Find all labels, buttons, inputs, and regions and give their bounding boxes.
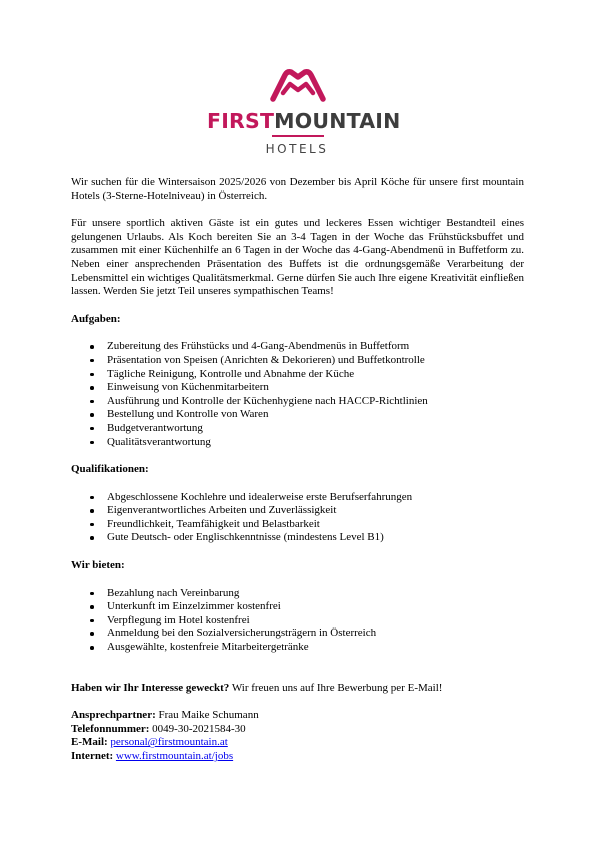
list-item: Bezahlung nach Vereinbarung xyxy=(71,587,524,601)
brand-mountain: MOUNTAIN xyxy=(274,109,401,133)
list-item: Eigenverantwortliches Arbeiten und Zuverlässigkeit xyxy=(71,504,524,518)
posting-content xyxy=(71,176,524,764)
call-to-action xyxy=(71,682,524,696)
bullet-icon xyxy=(90,386,94,390)
list-item: Verpflegung im Hotel kostenfrei xyxy=(71,614,524,628)
bullet-icon xyxy=(90,345,94,349)
contact-email-row xyxy=(71,736,524,750)
list-item: Budgetverantwortung xyxy=(71,422,524,436)
bullet-icon xyxy=(90,427,94,431)
bullet-icon xyxy=(90,509,94,513)
list-item: Einweisung von Küchenmitarbeitern xyxy=(71,381,524,395)
bullet-icon xyxy=(90,592,94,596)
contact-phone-row xyxy=(71,723,524,737)
bullet-icon xyxy=(90,619,94,623)
brand-wordmark xyxy=(207,109,401,133)
email-link[interactable]: personal@firstmountain.at xyxy=(110,736,228,749)
intro-paragraph: Wir suchen für die Wintersaison 2025/2026 von Dezember bis April Köche für unsere first mountain Hotels (3-Sterne-Hotelniveau) in Österreich. xyxy=(71,176,524,202)
contact-web-label: Internet: xyxy=(71,750,114,762)
contact-phone-label: Telefonnummer: xyxy=(71,722,150,735)
list-item: Unterkunft im Einzelzimmer kostenfrei xyxy=(71,600,524,614)
qualifications-heading: Qualifikationen: xyxy=(71,463,149,476)
contact-person-row xyxy=(71,709,524,723)
contact-person-value: Frau Maike Schumann xyxy=(155,709,259,722)
contact-block xyxy=(71,709,524,763)
cta-question: Haben wir Ihr Interesse geweckt? xyxy=(71,681,230,694)
bullet-icon xyxy=(90,523,94,527)
brand-divider xyxy=(272,135,324,137)
list-item: Bestellung und Kontrolle von Waren xyxy=(71,408,524,422)
bullet-icon xyxy=(90,536,94,540)
tasks-list xyxy=(71,340,524,449)
list-item: Tägliche Reinigung, Kontrolle und Abnahme der Küche xyxy=(71,368,524,382)
list-item: Qualitätsverantwortung xyxy=(71,436,524,450)
offer-list xyxy=(71,587,524,655)
list-item: Präsentation von Speisen (Anrichten & Dekorieren) und Buffetkontrolle xyxy=(71,354,524,368)
list-item: Ausgewählte, kostenfreie Mitarbeitergetränke xyxy=(71,641,524,655)
contact-phone-value: 0049-30-2021584-30 xyxy=(149,722,246,735)
list-item: Anmeldung bei den Sozialversicherungsträgern in Österreich xyxy=(71,627,524,641)
bullet-icon xyxy=(90,400,94,404)
bullet-icon xyxy=(90,646,94,650)
list-item: Zubereitung des Frühstücks und 4-Gang-Abendmenüs in Buffetform xyxy=(71,340,524,354)
bullet-icon xyxy=(90,605,94,609)
list-item: Freundlichkeit, Teamfähigkeit und Belastbarkeit xyxy=(71,518,524,532)
first-mountain-logo xyxy=(207,68,401,160)
brand-subtitle: HOTELS xyxy=(265,142,329,156)
bullet-icon xyxy=(90,373,94,377)
mountain-logo-icon xyxy=(270,68,326,102)
contact-email-label: E-Mail: xyxy=(71,736,108,749)
cta-text: Wir freuen uns auf Ihre Bewerbung per E-Mail! xyxy=(229,681,443,694)
list-item: Gute Deutsch- oder Englischkenntnisse (mindestens Level B1) xyxy=(71,531,524,545)
bullet-icon xyxy=(90,632,94,636)
bullet-icon xyxy=(90,496,94,500)
tasks-heading: Aufgaben: xyxy=(71,312,121,325)
website-link[interactable]: www.firstmountain.at/jobs xyxy=(115,750,234,762)
bullet-icon xyxy=(90,413,94,417)
bullet-icon xyxy=(90,441,94,445)
brand-first: FIRST xyxy=(207,109,275,133)
offer-heading: Wir bieten: xyxy=(71,559,125,572)
list-item: Ausführung und Kontrolle der Küchenhygiene nach HACCP-Richtlinien xyxy=(71,395,524,409)
qualifications-list xyxy=(71,491,524,545)
description-paragraph: Für unsere sportlich aktiven Gäste ist ein gutes und leckeres Essen wichtiger Bestandteil eines gelungenen Urlaubs. Als Koch bereiten Sie an 3-4 Tagen in der Woche das Frühstücksbuffet und zusammen mit einer Küchenhilfe an 6 Tagen in der Woche das 4-Gang-Abendmenü in Buffetform zu. Neben einer ansprechenden Präsentation des Buffets ist die ordnungsgemäße Verarbeitung der Lebensmittel ein wichtiges Qualitätsmerkmal. Gerne dürfen Sie auch Ihre eigene Kreativität einfließen lassen. Werden Sie jetzt Teil unseres sympathischen Teams! xyxy=(71,217,524,298)
contact-person-label: Ansprechpartner: xyxy=(71,709,156,722)
list-item: Abgeschlossene Kochlehre und idealerweise erste Berufserfahrungen xyxy=(71,491,524,505)
bullet-icon xyxy=(90,359,94,363)
contact-web-row xyxy=(71,750,524,764)
